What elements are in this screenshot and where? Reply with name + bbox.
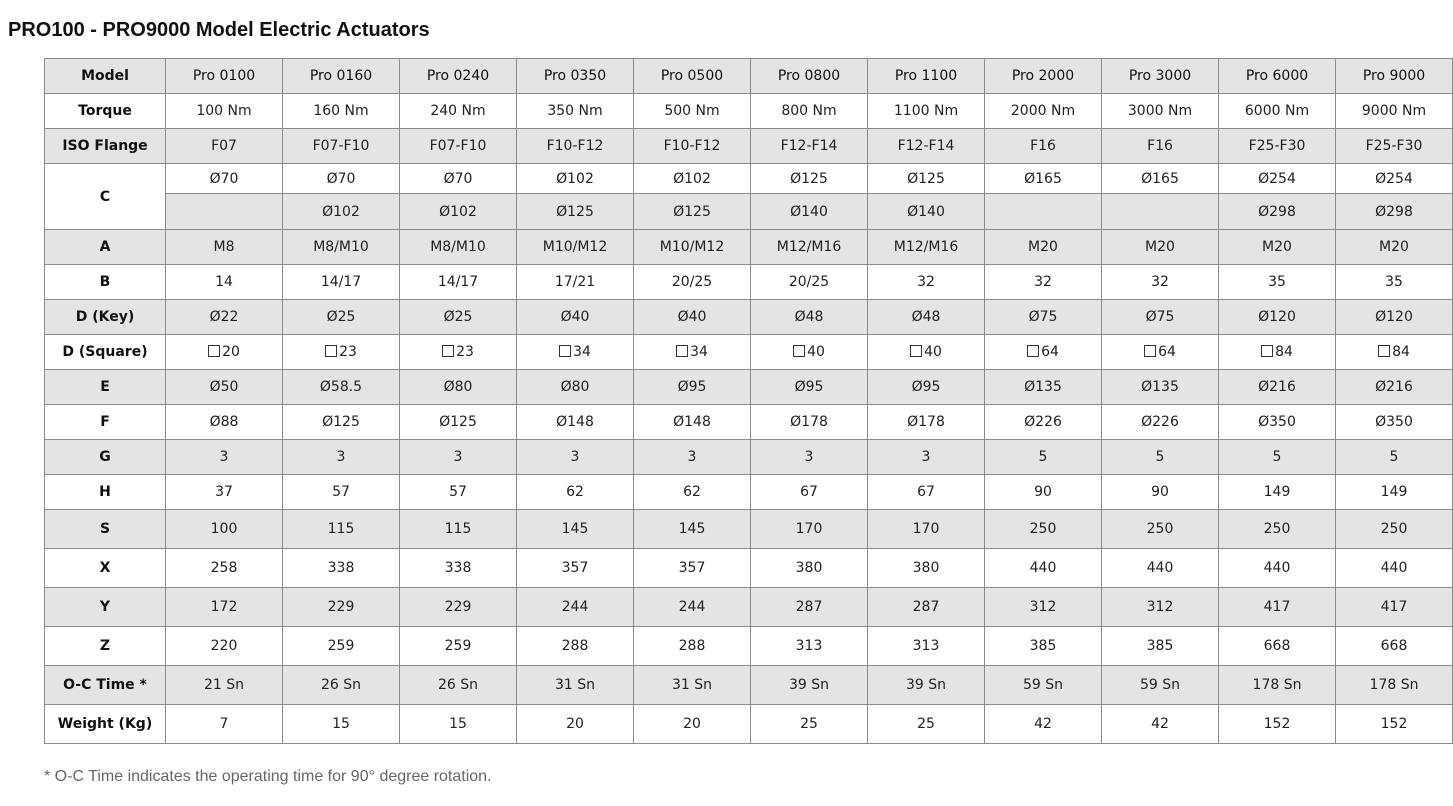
- row-label: Weight (Kg): [45, 705, 166, 744]
- table-cell: Ø48: [868, 300, 985, 335]
- table-cell: 14: [166, 265, 283, 300]
- table-cell: Ø226: [985, 405, 1102, 440]
- table-cell: Ø95: [634, 370, 751, 405]
- table-cell: Ø148: [634, 405, 751, 440]
- table-cell: Ø75: [1102, 300, 1219, 335]
- header-model-pro-0240: Pro 0240: [400, 59, 517, 94]
- table-cell: 357: [634, 549, 751, 588]
- cell-value: 64: [1041, 344, 1059, 360]
- table-cell: 39 Sn: [751, 666, 868, 705]
- table-cell: Ø165: [985, 164, 1102, 194]
- table-cell: Ø102: [400, 194, 517, 230]
- row-label: G: [45, 440, 166, 475]
- table-cell: 37: [166, 475, 283, 510]
- table-row: [45, 300, 1453, 335]
- table-cell: F25-F30: [1219, 129, 1336, 164]
- table-cell: 160 Nm: [283, 94, 400, 129]
- table-cell: 1100 Nm: [868, 94, 985, 129]
- table-cell: 14/17: [400, 265, 517, 300]
- table-cell: Ø40: [517, 300, 634, 335]
- table-cell: 288: [634, 627, 751, 666]
- footnote: * O-C Time indicates the operating time for 90° degree rotation.: [44, 768, 492, 785]
- header-model-pro-1100: Pro 1100: [868, 59, 985, 94]
- table-cell: [1102, 335, 1219, 370]
- table-cell: [166, 335, 283, 370]
- table-row: [45, 164, 1453, 194]
- table-cell: Ø25: [400, 300, 517, 335]
- table-cell: 380: [868, 549, 985, 588]
- table-cell: 31 Sn: [634, 666, 751, 705]
- table-row: [45, 129, 1453, 164]
- table-cell: 357: [517, 549, 634, 588]
- table-cell: Ø125: [868, 164, 985, 194]
- table-cell: Ø95: [751, 370, 868, 405]
- table-cell: F12-F14: [751, 129, 868, 164]
- table-cell: F07-F10: [283, 129, 400, 164]
- table-cell: 2000 Nm: [985, 94, 1102, 129]
- table-cell: [751, 335, 868, 370]
- table-cell: F07: [166, 129, 283, 164]
- cell-value: 34: [690, 344, 708, 360]
- table-row: [45, 549, 1453, 588]
- table-cell: Ø226: [1102, 405, 1219, 440]
- table-cell: Ø216: [1336, 370, 1453, 405]
- table-cell: [634, 335, 751, 370]
- cell-value: 84: [1275, 344, 1293, 360]
- table-cell: Ø125: [283, 405, 400, 440]
- table-cell: 800 Nm: [751, 94, 868, 129]
- table-cell: 15: [400, 705, 517, 744]
- table-cell: M12/M16: [751, 230, 868, 265]
- table-cell: Ø216: [1219, 370, 1336, 405]
- header-model-pro-0100: Pro 0100: [166, 59, 283, 94]
- table-row: [45, 94, 1453, 129]
- table-header-row: [45, 59, 1453, 94]
- table-cell: [400, 335, 517, 370]
- table-cell: Ø95: [868, 370, 985, 405]
- table-cell: 31 Sn: [517, 666, 634, 705]
- table-cell: Ø25: [283, 300, 400, 335]
- table-cell: F10-F12: [517, 129, 634, 164]
- table-cell: M8/M10: [400, 230, 517, 265]
- table-cell: 145: [634, 510, 751, 549]
- table-cell: M8: [166, 230, 283, 265]
- table-cell: 312: [1102, 588, 1219, 627]
- table-cell: 152: [1336, 705, 1453, 744]
- table-cell: 57: [283, 475, 400, 510]
- table-cell: 244: [634, 588, 751, 627]
- table-cell: 417: [1336, 588, 1453, 627]
- square-outline-icon: [676, 345, 688, 357]
- table-cell: 220: [166, 627, 283, 666]
- table-row: [45, 440, 1453, 475]
- table-cell: 313: [751, 627, 868, 666]
- row-label: Z: [45, 627, 166, 666]
- header-model-pro-3000: Pro 3000: [1102, 59, 1219, 94]
- row-label: ISO Flange: [45, 129, 166, 164]
- table-row: [45, 627, 1453, 666]
- square-outline-icon: [1261, 345, 1273, 357]
- header-model-pro-0350: Pro 0350: [517, 59, 634, 94]
- table-cell: F16: [985, 129, 1102, 164]
- table-cell: Ø254: [1219, 164, 1336, 194]
- table-row: [45, 265, 1453, 300]
- table-cell: 115: [400, 510, 517, 549]
- table-cell: 440: [1219, 549, 1336, 588]
- row-label: C: [45, 164, 166, 230]
- table-cell: [1219, 335, 1336, 370]
- square-outline-icon: [1027, 345, 1039, 357]
- table-cell: Ø120: [1219, 300, 1336, 335]
- table-cell: 385: [985, 627, 1102, 666]
- table-cell: 259: [283, 627, 400, 666]
- table-cell: Ø135: [1102, 370, 1219, 405]
- table-cell: 26 Sn: [400, 666, 517, 705]
- table-cell: 90: [1102, 475, 1219, 510]
- header-model-pro-0500: Pro 0500: [634, 59, 751, 94]
- table-cell: 287: [751, 588, 868, 627]
- table-cell: 668: [1219, 627, 1336, 666]
- table-cell: 59 Sn: [985, 666, 1102, 705]
- table-cell: 500 Nm: [634, 94, 751, 129]
- table-cell: 440: [1336, 549, 1453, 588]
- table-cell: 3: [634, 440, 751, 475]
- table-cell: Ø102: [283, 194, 400, 230]
- table-cell: 15: [283, 705, 400, 744]
- table-cell: 3: [517, 440, 634, 475]
- table-cell: Ø140: [868, 194, 985, 230]
- table-cell: 380: [751, 549, 868, 588]
- row-label: A: [45, 230, 166, 265]
- table-cell: 35: [1336, 265, 1453, 300]
- table-cell: 259: [400, 627, 517, 666]
- table-cell: 385: [1102, 627, 1219, 666]
- table-cell: Ø298: [1219, 194, 1336, 230]
- header-model-pro-2000: Pro 2000: [985, 59, 1102, 94]
- header-model-pro-0800: Pro 0800: [751, 59, 868, 94]
- table-cell: 170: [868, 510, 985, 549]
- table-cell: 170: [751, 510, 868, 549]
- table-cell: F12-F14: [868, 129, 985, 164]
- table-cell: 67: [868, 475, 985, 510]
- table-cell: 32: [868, 265, 985, 300]
- table-cell: 59 Sn: [1102, 666, 1219, 705]
- row-label: X: [45, 549, 166, 588]
- table-cell: 250: [985, 510, 1102, 549]
- table-cell: 20: [634, 705, 751, 744]
- table-row: [45, 405, 1453, 440]
- row-label: H: [45, 475, 166, 510]
- table-cell: 42: [1102, 705, 1219, 744]
- table-cell: 3: [868, 440, 985, 475]
- table-cell: Ø50: [166, 370, 283, 405]
- table-cell: 25: [868, 705, 985, 744]
- row-label: D (Square): [45, 335, 166, 370]
- table-cell: Ø22: [166, 300, 283, 335]
- table-cell: 5: [1219, 440, 1336, 475]
- row-label: E: [45, 370, 166, 405]
- table-cell: 42: [985, 705, 1102, 744]
- table-cell: 250: [1336, 510, 1453, 549]
- table-cell: 32: [985, 265, 1102, 300]
- row-label: B: [45, 265, 166, 300]
- cell-value: 23: [339, 344, 357, 360]
- table-cell: Ø48: [751, 300, 868, 335]
- table-cell: 26 Sn: [283, 666, 400, 705]
- table-cell: Ø148: [517, 405, 634, 440]
- table-cell: 5: [1102, 440, 1219, 475]
- table-cell: Ø350: [1336, 405, 1453, 440]
- table-row: [45, 666, 1453, 705]
- table-cell: 62: [634, 475, 751, 510]
- table-cell: [283, 335, 400, 370]
- table-cell: 3: [283, 440, 400, 475]
- header-model-pro-0160: Pro 0160: [283, 59, 400, 94]
- table-cell: 35: [1219, 265, 1336, 300]
- table-cell: 440: [1102, 549, 1219, 588]
- table-cell: 178 Sn: [1336, 666, 1453, 705]
- table-cell: Ø70: [283, 164, 400, 194]
- square-outline-icon: [1144, 345, 1156, 357]
- table-row: [45, 335, 1453, 370]
- table-cell: [1336, 335, 1453, 370]
- table-cell: F07-F10: [400, 129, 517, 164]
- table-cell: 7: [166, 705, 283, 744]
- table-row: [45, 705, 1453, 744]
- table-cell: M8/M10: [283, 230, 400, 265]
- square-outline-icon: [559, 345, 571, 357]
- table-cell: 287: [868, 588, 985, 627]
- table-cell: Ø254: [1336, 164, 1453, 194]
- table-cell: 39 Sn: [868, 666, 985, 705]
- table-cell: 17/21: [517, 265, 634, 300]
- table-row: [45, 194, 1453, 230]
- table-row: [45, 370, 1453, 405]
- table-cell: M10/M12: [517, 230, 634, 265]
- table-cell: Ø350: [1219, 405, 1336, 440]
- header-model-label: Model: [45, 59, 166, 94]
- table-cell: Ø58.5: [283, 370, 400, 405]
- table-cell: [985, 194, 1102, 230]
- table-cell: [517, 335, 634, 370]
- cell-value: 84: [1392, 344, 1410, 360]
- row-label: O-C Time *: [45, 666, 166, 705]
- table-cell: Ø80: [517, 370, 634, 405]
- table-cell: 20/25: [634, 265, 751, 300]
- table-cell: Ø125: [634, 194, 751, 230]
- row-label: S: [45, 510, 166, 549]
- square-outline-icon: [325, 345, 337, 357]
- table-cell: F25-F30: [1336, 129, 1453, 164]
- table-cell: 6000 Nm: [1219, 94, 1336, 129]
- table-cell: 338: [400, 549, 517, 588]
- table-cell: Ø298: [1336, 194, 1453, 230]
- table-cell: Ø125: [400, 405, 517, 440]
- table-cell: 244: [517, 588, 634, 627]
- table-cell: 350 Nm: [517, 94, 634, 129]
- table-cell: Ø88: [166, 405, 283, 440]
- table-cell: 100 Nm: [166, 94, 283, 129]
- table-cell: 312: [985, 588, 1102, 627]
- table-cell: Ø75: [985, 300, 1102, 335]
- square-outline-icon: [793, 345, 805, 357]
- cell-value: 40: [924, 344, 942, 360]
- table-cell: 20: [517, 705, 634, 744]
- header-model-pro-6000: Pro 6000: [1219, 59, 1336, 94]
- header-model-pro-9000: Pro 9000: [1336, 59, 1453, 94]
- square-outline-icon: [910, 345, 922, 357]
- table-cell: 25: [751, 705, 868, 744]
- cell-value: 20: [222, 344, 240, 360]
- page-title: PRO100 - PRO9000 Model Electric Actuators: [8, 19, 430, 41]
- table-cell: [985, 335, 1102, 370]
- table-cell: 149: [1219, 475, 1336, 510]
- table-cell: [868, 335, 985, 370]
- square-outline-icon: [208, 345, 220, 357]
- table-cell: 3: [751, 440, 868, 475]
- cell-value: 23: [456, 344, 474, 360]
- table-cell: 149: [1336, 475, 1453, 510]
- table-cell: Ø102: [634, 164, 751, 194]
- table-cell: 417: [1219, 588, 1336, 627]
- table-cell: Ø70: [166, 164, 283, 194]
- table-cell: 250: [1102, 510, 1219, 549]
- table-cell: Ø135: [985, 370, 1102, 405]
- table-cell: 172: [166, 588, 283, 627]
- table-cell: Ø125: [517, 194, 634, 230]
- cell-value: 40: [807, 344, 825, 360]
- table-cell: 258: [166, 549, 283, 588]
- table-cell: 62: [517, 475, 634, 510]
- row-label: D (Key): [45, 300, 166, 335]
- table-row: [45, 588, 1453, 627]
- table-cell: 3000 Nm: [1102, 94, 1219, 129]
- actuator-spec-table: [44, 58, 1453, 744]
- table-cell: M20: [985, 230, 1102, 265]
- table-cell: Ø40: [634, 300, 751, 335]
- table-cell: Ø80: [400, 370, 517, 405]
- table-cell: [1102, 194, 1219, 230]
- table-cell: Ø165: [1102, 164, 1219, 194]
- row-label: Y: [45, 588, 166, 627]
- table-cell: 229: [400, 588, 517, 627]
- row-label: F: [45, 405, 166, 440]
- table-cell: 288: [517, 627, 634, 666]
- table-row: [45, 510, 1453, 549]
- table-cell: 152: [1219, 705, 1336, 744]
- table-cell: 115: [283, 510, 400, 549]
- table-cell: 3: [400, 440, 517, 475]
- table-cell: 32: [1102, 265, 1219, 300]
- table-cell: 229: [283, 588, 400, 627]
- table-cell: 90: [985, 475, 1102, 510]
- row-label: Torque: [45, 94, 166, 129]
- table-cell: Ø140: [751, 194, 868, 230]
- table-cell: 313: [868, 627, 985, 666]
- table-cell: 9000 Nm: [1336, 94, 1453, 129]
- table-cell: [166, 194, 283, 230]
- table-cell: 178 Sn: [1219, 666, 1336, 705]
- table-cell: 20/25: [751, 265, 868, 300]
- table-cell: 100: [166, 510, 283, 549]
- table-row: [45, 230, 1453, 265]
- table-cell: 668: [1336, 627, 1453, 666]
- table-cell: 67: [751, 475, 868, 510]
- cell-value: 34: [573, 344, 591, 360]
- table-cell: 5: [985, 440, 1102, 475]
- table-cell: 338: [283, 549, 400, 588]
- table-cell: Ø178: [751, 405, 868, 440]
- square-outline-icon: [442, 345, 454, 357]
- table-cell: M12/M16: [868, 230, 985, 265]
- table-cell: M20: [1102, 230, 1219, 265]
- table-cell: F10-F12: [634, 129, 751, 164]
- table-cell: 250: [1219, 510, 1336, 549]
- table-cell: Ø102: [517, 164, 634, 194]
- table-cell: 14/17: [283, 265, 400, 300]
- table-cell: 57: [400, 475, 517, 510]
- table-cell: Ø178: [868, 405, 985, 440]
- table-cell: Ø70: [400, 164, 517, 194]
- table-row: [45, 475, 1453, 510]
- table-cell: 3: [166, 440, 283, 475]
- table-cell: M20: [1336, 230, 1453, 265]
- table-cell: Ø120: [1336, 300, 1453, 335]
- square-outline-icon: [1378, 345, 1390, 357]
- table-cell: M10/M12: [634, 230, 751, 265]
- table-cell: 5: [1336, 440, 1453, 475]
- table-cell: Ø125: [751, 164, 868, 194]
- table-cell: 145: [517, 510, 634, 549]
- cell-value: 64: [1158, 344, 1176, 360]
- table-cell: 21 Sn: [166, 666, 283, 705]
- table-cell: 240 Nm: [400, 94, 517, 129]
- table-cell: F16: [1102, 129, 1219, 164]
- table-cell: M20: [1219, 230, 1336, 265]
- table-cell: 440: [985, 549, 1102, 588]
